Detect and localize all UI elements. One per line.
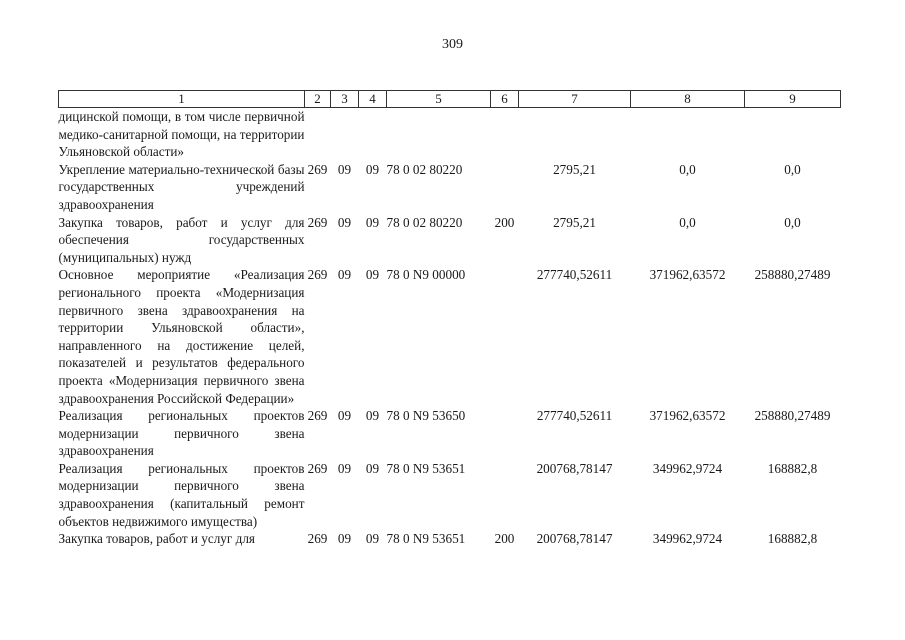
row-name (59, 108, 305, 161)
header-row (59, 91, 841, 108)
column-header-9: 9 (745, 91, 841, 108)
column-header-7: 7 (519, 91, 631, 108)
row-name (59, 214, 305, 267)
cell-section: 09 (337, 531, 352, 547)
cell-ministry: 269 (307, 408, 328, 424)
cell-amount-1 (519, 108, 631, 161)
cell-amount-3: 258880,27489 (754, 267, 831, 283)
cell-target-article: 78 0 N9 53651 (386, 460, 466, 476)
cell-target-article: 78 0 02 80220 (386, 161, 463, 177)
cell-amount-2: 0,0 (679, 161, 696, 177)
table-row (59, 266, 841, 407)
column-header-5: 5 (387, 91, 491, 108)
cell-expense-type (491, 266, 519, 407)
cell-section: 09 (337, 408, 352, 424)
cell-amount-2: 371962,63572 (649, 267, 726, 283)
column-header-3: 3 (331, 91, 359, 108)
cell-expense-type (491, 407, 519, 460)
table-row (59, 407, 841, 460)
column-header-4: 4 (359, 91, 387, 108)
cell-section: 09 (337, 161, 352, 177)
cell-amount-3 (745, 108, 841, 161)
cell-target-article: 78 0 N9 53650 (386, 408, 466, 424)
row-name (59, 407, 305, 460)
cell-amount-2: 349962,9724 (652, 531, 723, 547)
cell-subsection: 09 (365, 267, 380, 283)
cell-amount-3: 258880,27489 (754, 408, 831, 424)
column-header-6: 6 (491, 91, 519, 108)
cell-amount-1: 277740,52611 (536, 267, 613, 283)
cell-amount-1: 200768,78147 (536, 531, 613, 547)
cell-ministry (305, 108, 331, 161)
page-number: 309 (442, 37, 463, 52)
cell-subsection (359, 108, 387, 161)
row-name-text: Основное мероприятие «Реализация регионального проекта «Модернизация первичного звена здравоохранения на территории Ульяновской области», направленного на достижение целей, показателей и результатов федерального проекта «Модернизация первичного звена здравоохранения Российской Федерации» (58, 267, 305, 406)
cell-section (331, 108, 359, 161)
cell-section: 09 (337, 214, 352, 230)
cell-subsection: 09 (365, 214, 380, 230)
row-name (59, 530, 305, 548)
row-name (59, 266, 305, 407)
row-name (59, 161, 305, 214)
cell-subsection: 09 (365, 460, 380, 476)
budget-table (58, 90, 841, 548)
row-name-text: Реализация региональных проектов модернизации первичного звена здравоохранения (капитальный ремонт объектов недвижимого имущества) (58, 460, 305, 529)
table-row (59, 530, 841, 548)
cell-amount-1: 200768,78147 (536, 460, 613, 476)
row-name-text: Укрепление материально-технической базы государственных учреждений здравоохранения (58, 161, 305, 212)
row-name-text: Реализация региональных проектов модернизации первичного звена здравоохранения (58, 408, 305, 459)
cell-amount-2: 349962,9724 (652, 460, 723, 476)
cell-target-article: 78 0 N9 00000 (386, 267, 466, 283)
cell-ministry: 269 (307, 267, 328, 283)
cell-amount-1: 2795,21 (553, 214, 596, 230)
cell-section: 09 (337, 460, 352, 476)
cell-ministry: 269 (307, 214, 328, 230)
cell-ministry: 269 (307, 531, 328, 547)
cell-amount-2: 371962,63572 (649, 408, 726, 424)
cell-expense-type (491, 161, 519, 214)
cell-target-article: 78 0 N9 53651 (386, 531, 466, 547)
table-row (59, 214, 841, 267)
cell-amount-3: 168882,8 (767, 531, 818, 547)
cell-amount-2: 0,0 (679, 214, 696, 230)
column-header-8: 8 (631, 91, 745, 108)
cell-target-article: 78 0 02 80220 (386, 214, 463, 230)
cell-expense-type: 200 (494, 214, 515, 230)
cell-ministry: 269 (307, 460, 328, 476)
cell-subsection: 09 (365, 408, 380, 424)
cell-amount-3: 168882,8 (767, 460, 818, 476)
cell-amount-3: 0,0 (784, 161, 801, 177)
row-name (59, 460, 305, 530)
cell-expense-type (491, 460, 519, 530)
cell-amount-1: 277740,52611 (536, 408, 613, 424)
column-header-1: 1 (59, 91, 305, 108)
cell-expense-type (491, 108, 519, 161)
cell-section: 09 (337, 267, 352, 283)
column-header-2: 2 (305, 91, 331, 108)
cell-amount-1: 2795,21 (553, 161, 596, 177)
row-name-text: дицинской помощи, в том числе первичной медико-санитарной помощи, на территории Ульяновской области» (58, 109, 305, 160)
cell-subsection: 09 (365, 531, 380, 547)
cell-expense-type: 200 (494, 531, 515, 547)
row-name-text: Закупка товаров, работ и услуг для обеспечения государственных (муниципальных) нужд (58, 214, 305, 265)
cell-amount-2 (631, 108, 745, 161)
table-row (59, 460, 841, 530)
cell-ministry: 269 (307, 161, 328, 177)
cell-subsection: 09 (365, 161, 380, 177)
cell-target-article (387, 108, 491, 161)
table-row (59, 108, 841, 161)
cell-amount-3: 0,0 (784, 214, 801, 230)
table-row (59, 161, 841, 214)
row-name-text: Закупка товаров, работ и услуг для (58, 531, 255, 547)
